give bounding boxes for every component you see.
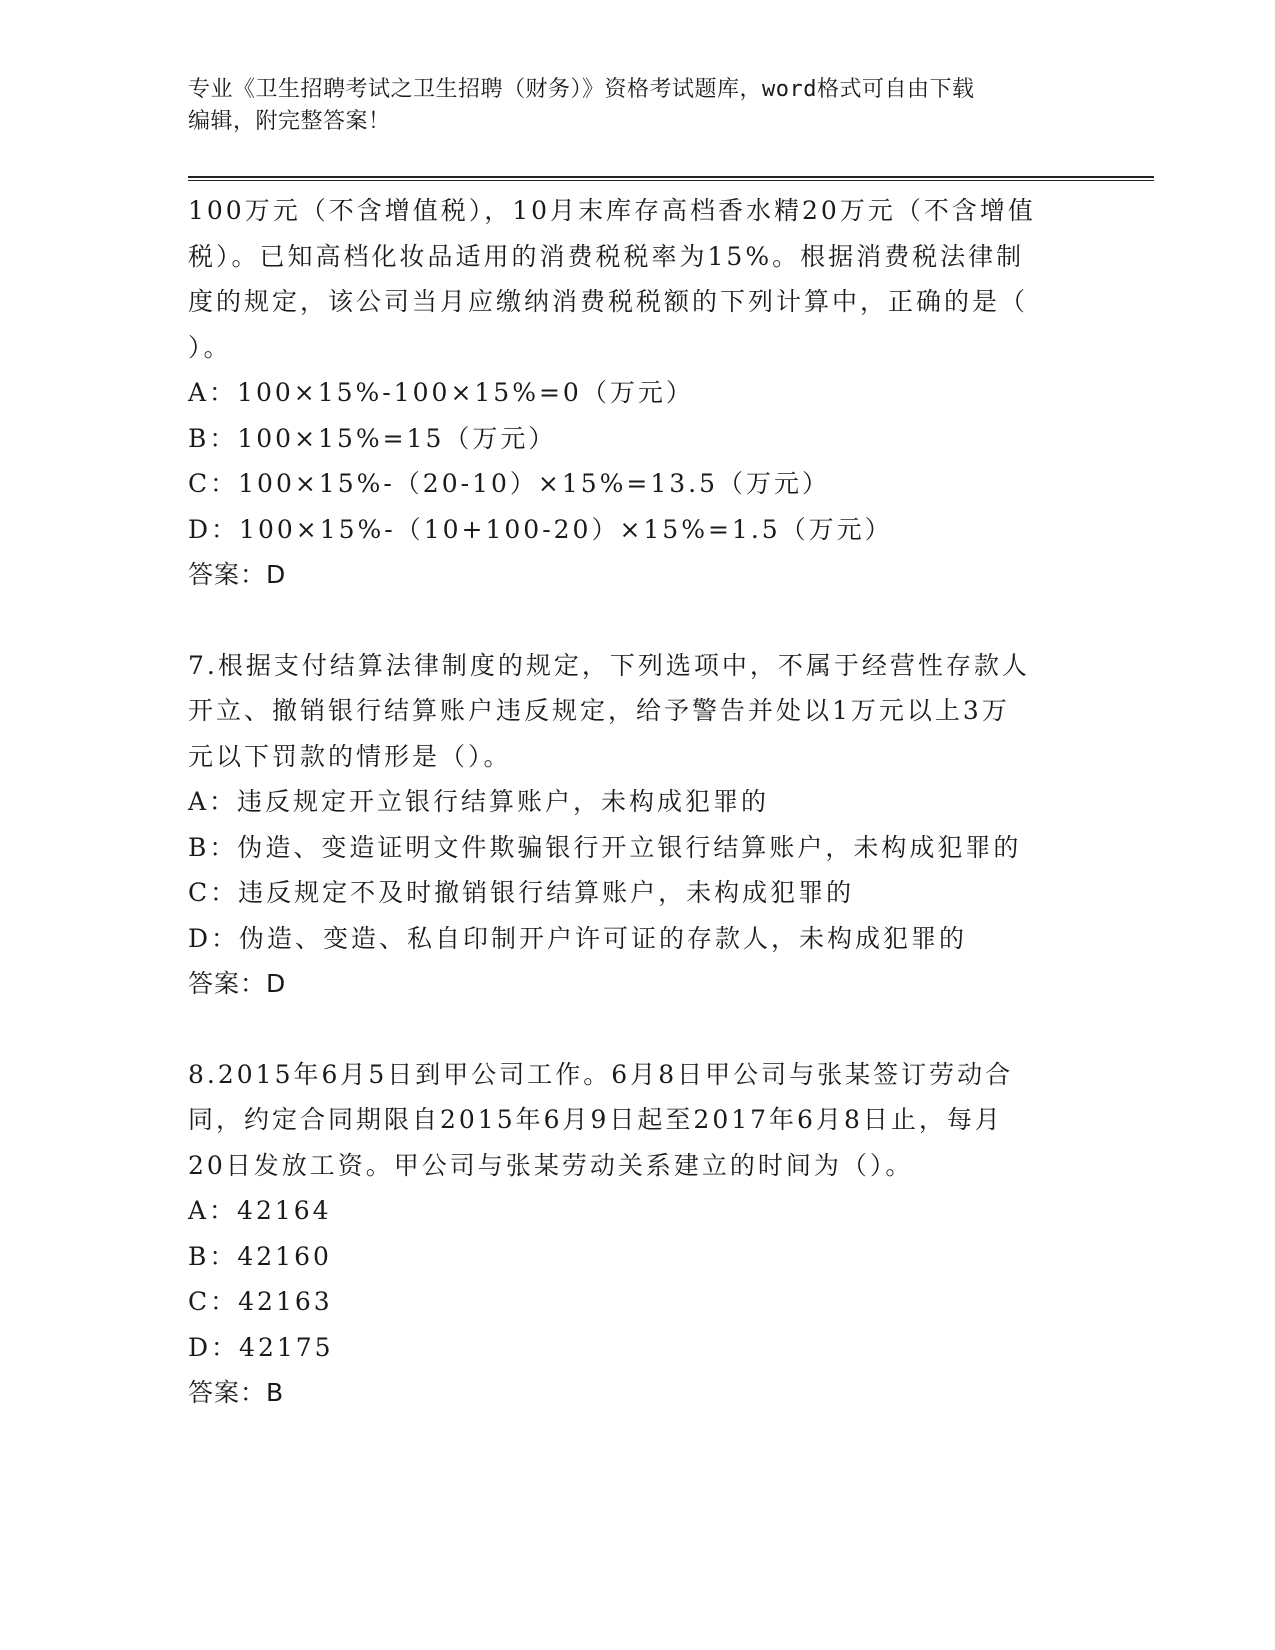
question-spacer bbox=[188, 1007, 1088, 1052]
answer-label: 答案：B bbox=[188, 1378, 285, 1407]
question-7 bbox=[188, 643, 1088, 1007]
header-line-2: 编辑，附完整答案！ bbox=[188, 109, 391, 134]
question-stem-line: 8.2015年6月5日到甲公司工作。6月8日甲公司与张某签订劳动合 bbox=[188, 1059, 1014, 1089]
option-a: A：42164 bbox=[188, 1196, 332, 1225]
option-b: B：100×15%=15（万元） bbox=[188, 423, 557, 453]
question-stem-line: 100万元（不含增值税），10月末库存高档香水精20万元（不含增值 bbox=[188, 196, 1036, 225]
question-stem-line: 7.根据支付结算法律制度的规定，下列选项中，不属于经营性存款人 bbox=[188, 650, 1030, 680]
question-stem-line: 20日发放工资。甲公司与张某劳动关系建立的时间为（）。 bbox=[188, 1150, 914, 1180]
question-8 bbox=[188, 1052, 1088, 1416]
option-d: D：伪造、变造、私自印制开户许可证的存款人，未构成犯罪的 bbox=[188, 923, 968, 953]
header-divider bbox=[188, 176, 1154, 181]
question-stem-line: 税）。已知高档化妆品适用的消费税税率为15%。根据消费税法律制 bbox=[188, 241, 1025, 271]
question-stem-line: 开立、撤销银行结算账户违反规定，给予警告并处以1万元以上3万 bbox=[188, 696, 1010, 725]
question-content bbox=[188, 188, 1088, 1416]
option-a: A：违反规定开立银行结算账户，未构成犯罪的 bbox=[188, 787, 770, 816]
document-header bbox=[188, 74, 1088, 138]
question-stem-line: 元以下罚款的情形是（）。 bbox=[188, 741, 512, 771]
question-6 bbox=[188, 188, 1088, 598]
answer-label: 答案：D bbox=[188, 560, 287, 589]
option-c: C：100×15%-（20-10）×15%=13.5（万元） bbox=[188, 469, 831, 498]
option-a: A：100×15%-100×15%=0（万元） bbox=[188, 378, 694, 407]
question-spacer bbox=[188, 598, 1088, 643]
option-b: B：42160 bbox=[188, 1241, 332, 1271]
option-c: C：42163 bbox=[188, 1287, 333, 1316]
option-c: C：违反规定不及时撤销银行结算账户，未构成犯罪的 bbox=[188, 878, 855, 907]
question-stem-line: ）。 bbox=[188, 332, 232, 362]
question-stem-line: 度的规定，该公司当月应缴纳消费税税额的下列计算中，正确的是（ bbox=[188, 287, 1029, 316]
option-b: B：伪造、变造证明文件欺骗银行开立银行结算账户，未构成犯罪的 bbox=[188, 832, 1022, 862]
option-d: D：100×15%-（10+100-20）×15%=1.5（万元） bbox=[188, 514, 893, 544]
answer-label: 答案：D bbox=[188, 969, 287, 998]
question-stem-line: 同，约定合同期限自2015年6月9日起至2017年6月8日止，每月 bbox=[188, 1105, 1003, 1134]
option-d: D：42175 bbox=[188, 1332, 334, 1362]
header-line-1: 专业《卫生招聘考试之卫生招聘（财务）》资格考试题库，word格式可自由下载 bbox=[188, 77, 975, 102]
